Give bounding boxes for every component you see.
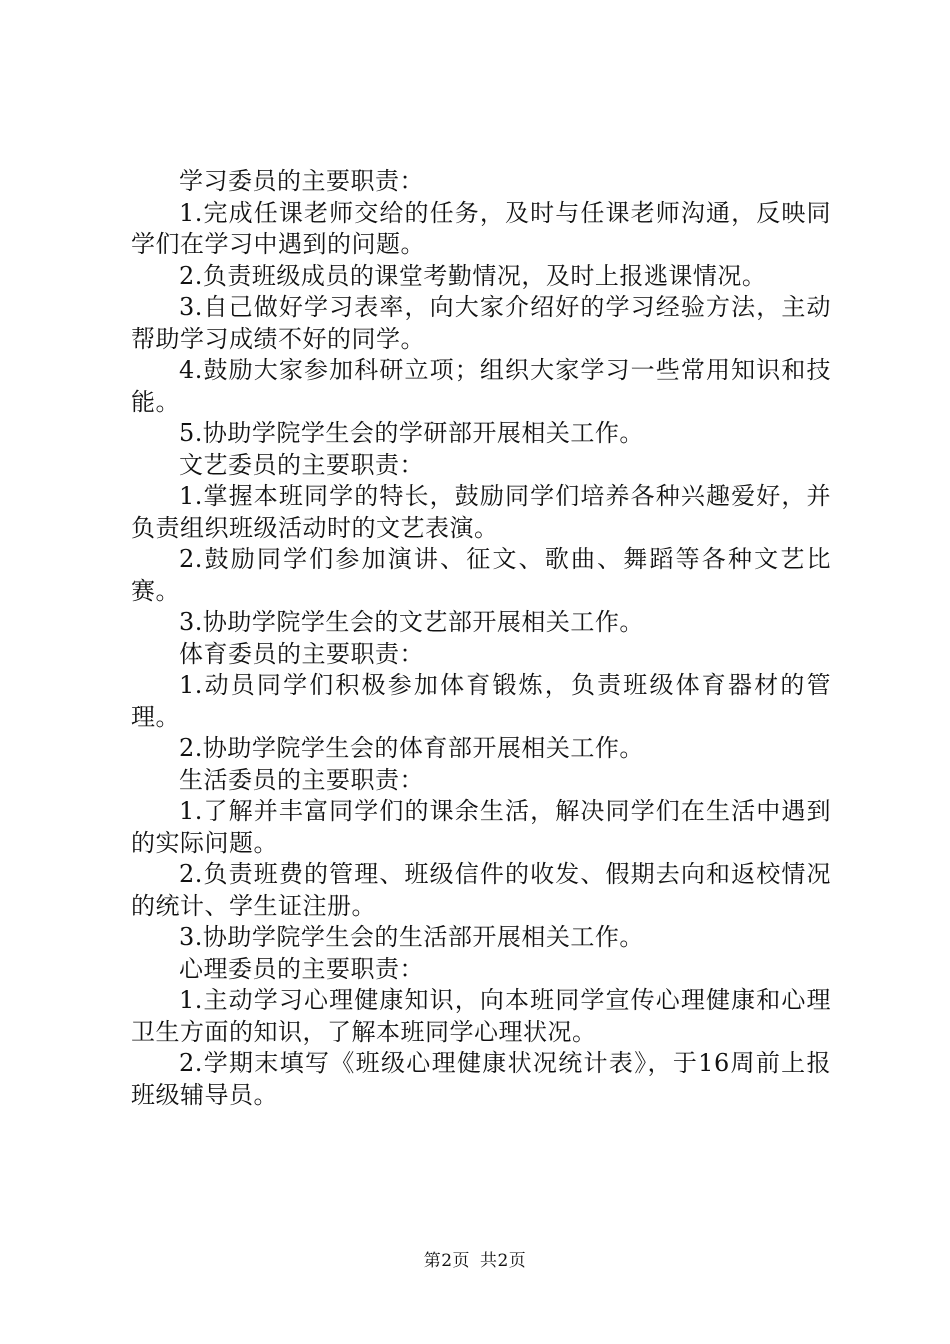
section-heading-arts: 文艺委员的主要职责： <box>179 450 424 479</box>
section-heading-life: 生活委员的主要职责： <box>179 765 424 794</box>
page-number: 第2页 <box>423 1251 471 1271</box>
document-body <box>131 166 831 1111</box>
paragraph: 1.动员同学们积极参加体育锻炼，负责班级体育器材的管理。 <box>131 671 831 731</box>
paragraph: 1.完成任课老师交给的任务，及时与任课老师沟通，反映同学们在学习中遇到的问题。 <box>131 198 831 258</box>
paragraph: 2.负责班费的管理、班级信件的收发、假期去向和返校情况的统计、学生证注册。 <box>131 860 831 920</box>
paragraph: 2.协助学院学生会的体育部开展相关工作。 <box>179 734 644 762</box>
paragraph: 3.协助学院学生会的生活部开展相关工作。 <box>179 923 644 951</box>
section-heading-sports: 体育委员的主要职责： <box>179 639 424 668</box>
paragraph: 4.鼓励大家参加科研立项；组织大家学习一些常用知识和技能。 <box>131 356 831 416</box>
paragraph: 2.学期末填写《班级心理健康状况统计表》，于16周前上报班级辅导员。 <box>131 1049 831 1109</box>
section-heading-study: 学习委员的主要职责： <box>179 167 424 195</box>
paragraph: 3.自己做好学习表率，向大家介绍好的学习经验方法，主动帮助学习成绩不好的同学。 <box>131 293 831 353</box>
paragraph: 2.鼓励同学们参加演讲、征文、歌曲、舞蹈等各种文艺比赛。 <box>131 545 831 605</box>
paragraph: 5.协助学院学生会的学研部开展相关工作。 <box>179 419 644 447</box>
paragraph: 1.了解并丰富同学们的课余生活，解决同学们在生活中遇到的实际问题。 <box>131 797 831 857</box>
section-heading-psychology: 心理委员的主要职责： <box>179 954 424 983</box>
paragraph: 3.协助学院学生会的文艺部开展相关工作。 <box>179 608 644 636</box>
paragraph: 2.负责班级成员的课堂考勤情况，及时上报逃课情况。 <box>179 261 767 290</box>
paragraph: 1.掌握本班同学的特长，鼓励同学们培养各种兴趣爱好，并负责组织班级活动时的文艺表演。 <box>131 482 831 542</box>
paragraph: 1.主动学习心理健康知识，向本班同学宣传心理健康和心理卫生方面的知识，了解本班同学心理状况。 <box>131 986 831 1046</box>
page-total: 共2页 <box>479 1251 527 1271</box>
page-footer <box>0 1246 950 1271</box>
